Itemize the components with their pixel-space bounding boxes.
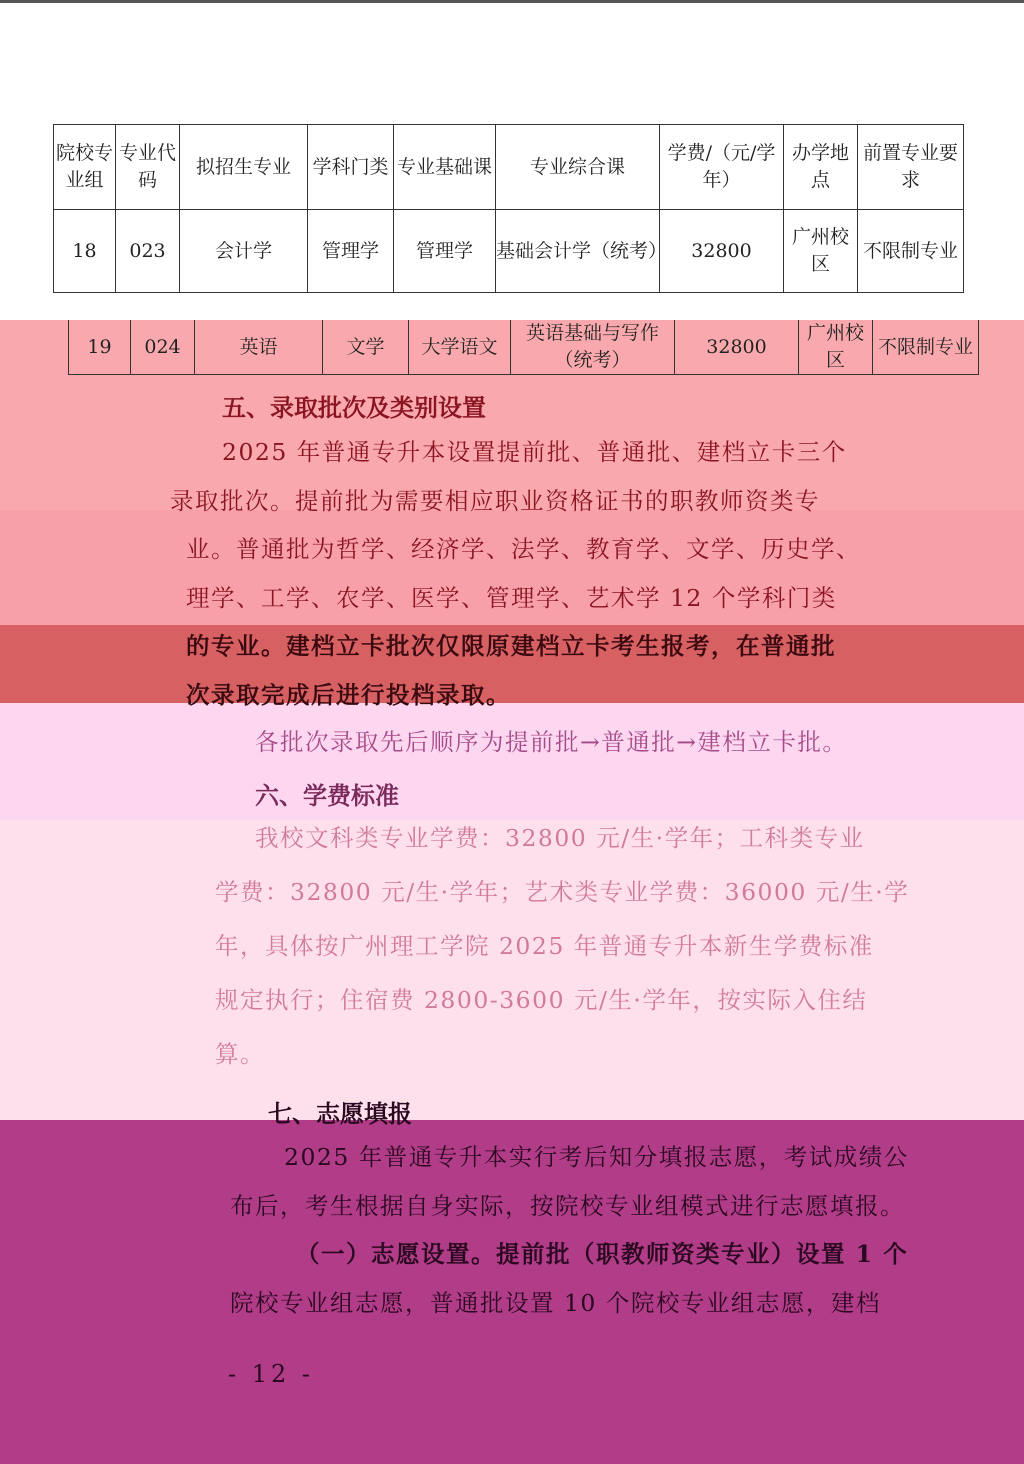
header-cell: 院校专业组 [54,125,116,210]
section-6-heading: 六、学费标准 [255,782,399,810]
table-cell: 023 [116,210,180,293]
paragraph-line: 院校专业组志愿，普通批设置 10 个院校专业组志愿，建档 [230,1288,881,1317]
paragraph-line: 录取批次。提前批为需要相应职业资格证书的职教师资类专 [170,486,820,515]
paragraph-line: 理学、工学、农学、医学、管理学、艺术学 12 个学科门类 [186,583,837,612]
table-row [69,320,979,375]
paragraph-line: 布后，考生根据自身实际，按院校专业组模式进行志愿填报。 [230,1191,905,1220]
header-cell: 学费/（元/学年） [660,125,784,210]
top-edge-line [0,0,1024,3]
section-7-body [230,1133,909,1327]
header-cell: 前置专业要求 [858,125,964,210]
table-cell: 大学语文 [409,320,511,375]
table-cell: 文学 [323,320,409,375]
table-cell: 广州校区 [784,210,858,293]
header-cell: 专业基础课 [394,125,496,210]
paragraph-line: 次录取完成后进行投档录取。 [186,680,511,709]
table-cell: 19 [69,320,131,375]
section-5-body [170,428,861,719]
batch-order-text [255,718,847,767]
table-cell: 管理学 [308,210,394,293]
table-cell: 32800 [675,320,799,375]
paragraph-line: （一）志愿设置。提前批（职教师资类专业）设置 1 个 [296,1240,909,1268]
paragraph-line: 学费：32800 元/生·学年；艺术类专业学费：36000 元/生·学 [215,878,910,906]
table-cell: 英语 [195,320,323,375]
table-header-row [54,125,964,210]
table-row [54,210,964,293]
paragraph-line: 2025 年普通专升本实行考后知分填报志愿，考试成绩公 [284,1143,909,1171]
section-7-heading: 七、志愿填报 [268,1100,412,1128]
header-cell: 学科门类 [308,125,394,210]
table-cell: 会计学 [180,210,308,293]
majors-table-continued [68,320,979,375]
paragraph-line: 各批次录取先后顺序为提前批→普通批→建档立卡批。 [255,728,848,756]
section-5-heading: 五、录取批次及类别设置 [222,394,486,422]
table-cell: 基础会计学（统考） [496,210,660,293]
paragraph-line: 规定执行；住宿费 2800-3600 元/生·学年，按实际入住结 [215,986,868,1014]
table-cell: 管理学 [394,210,496,293]
table-cell: 32800 [660,210,784,293]
header-cell: 拟招生专业 [180,125,308,210]
table-cell: 18 [54,210,116,293]
table-cell: 024 [131,320,195,375]
paragraph-line: 2025 年普通专升本设置提前批、普通批、建档立卡三个 [222,438,847,466]
table-cell: 不限制专业 [858,210,964,293]
paragraph-line: 的专业。建档立卡批次仅限原建档立卡考生报考，在普通批 [186,632,836,660]
header-cell: 专业代码 [116,125,180,210]
header-cell: 专业综合课 [496,125,660,210]
table-cell: 不限制专业 [873,320,979,375]
paragraph-line: 业。普通批为哲学、经济学、法学、教育学、文学、历史学、 [186,535,861,563]
section-6-body [215,811,909,1081]
majors-table [53,124,964,293]
paragraph-line: 年，具体按广州理工学院 2025 年普通专升本新生学费标准 [215,932,874,960]
page-number: - 12 - [228,1360,315,1388]
paragraph-line: 算。 [215,1040,265,1068]
paragraph-line: 我校文科类专业学费：32800 元/生·学年；工科类专业 [255,824,865,852]
table-cell: 英语基础与写作（统考） [511,320,675,375]
header-cell: 办学地点 [784,125,858,210]
table-cell: 广州校区 [799,320,873,375]
